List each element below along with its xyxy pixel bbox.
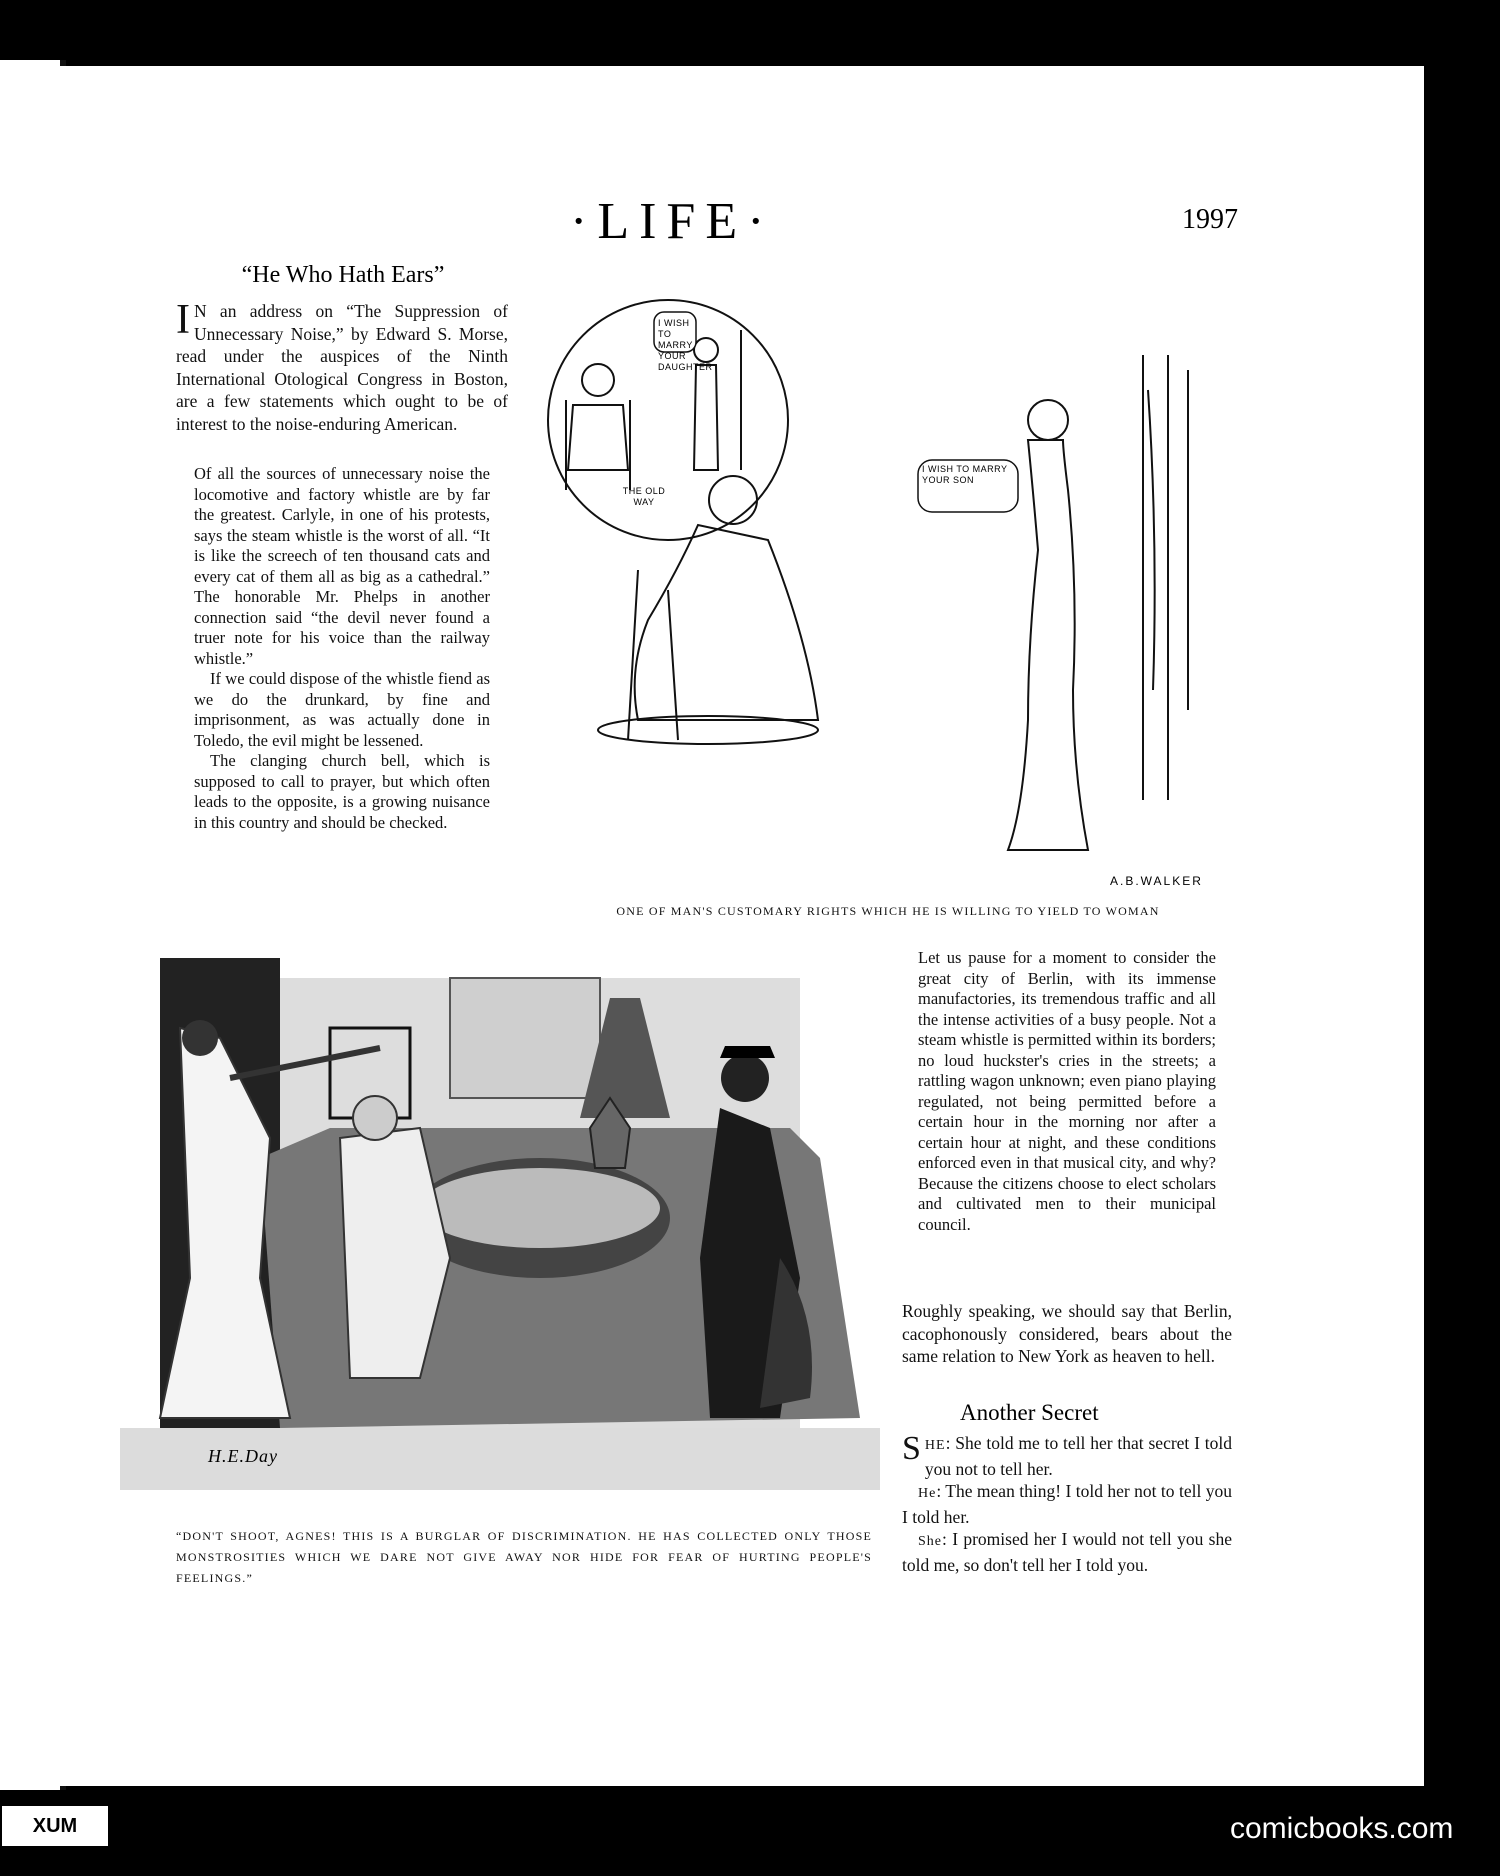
inset-label: THE OLD WAY (622, 486, 666, 507)
speaker-rest: HE (924, 1438, 946, 1453)
source-tag: XUM (2, 1806, 108, 1846)
cartoon-illustration (120, 958, 880, 1490)
artist-signature: A.B.WALKER (1110, 874, 1203, 888)
speaker-label: He (918, 1486, 937, 1501)
speech-bubble-inset: I WISH TO MARRY YOUR DAUGHTER (658, 318, 713, 372)
paragraph: Of all the sources of unnecessary noise the locomotive and factory whistle are by far the greatest. Carlyle, in one of his protests, says the steam whistle is the worst of all. “It is like the screech of ten thousand cats and every cat of them all as big as a cathedral.” The honorable Mr. Phelps in another connection said “the devil never found a truer note for his voice than the railway whistle.” (194, 464, 490, 668)
article-title: Another Secret (960, 1400, 1099, 1425)
article-title: “He Who Hath Ears” (241, 262, 445, 288)
paragraph: Let us pause for a moment to consider the great city of Berlin, with its immense manufactories, its tremendous traffic and all the intense activities of a busy people. Not a steam whistle is permitted within its borders; no loud huckster's cries in the streets; a rattling wagon unknown; even piano playing regulated, not being permitted before a certain hour in the morning nor after a certain hour at night, and these conditions enforced even in that musical city, and why? Because the citizens choose to elect scholars and cultivated men to their municipal council. (918, 948, 1216, 1234)
cartoon-illustration (528, 290, 1248, 890)
artist-signature: H.E.Day (208, 1446, 278, 1466)
dialogue-line: : The mean thing! I told her not to tell you I told her. (902, 1481, 1232, 1527)
article-intro (176, 297, 508, 435)
paragraph: Roughly speaking, we should say that Berlin, cacophonously considered, bears about the same relation to New York as heaven to hell. (902, 1301, 1232, 1366)
speech-bubble: I WISH TO MARRY YOUR SON (922, 464, 1008, 485)
watermark: comicbooks.com (1230, 1812, 1454, 1845)
intro-text: N an address on “The Suppression of Unnecessary Noise,” by Edward S. Morse, read under the auspices of the Ninth International Otological Congress in Boston, are a few statements which ought to be of interest to the noise-enduring American. (176, 301, 508, 434)
drop-cap: I (176, 297, 190, 343)
page-number: 1997 (1182, 204, 1238, 235)
dialogue-line: : She told me to tell her that secret I told you not to tell her. (924, 1433, 1232, 1479)
article-continuation (918, 948, 1216, 1235)
cartoon-caption: ONE OF MAN'S CUSTOMARY RIGHTS WHICH HE IS WILLING TO YIELD TO WOMAN (616, 904, 1160, 918)
paragraph: If we could dispose of the whistle fiend as we do the drunkard, by fine and imprisonment, as was actually done in Toledo, the evil might be lessened. (194, 669, 490, 750)
article-conclusion (902, 1300, 1232, 1368)
dialogue (902, 1432, 1232, 1576)
cartoon-caption: “DON'T SHOOT, AGNES! THIS IS A BURGLAR OF DISCRIMINATION. HE HAS COLLECTED ONLY THOSE MONSTROSITIES WHICH WE DARE NOT GIVE AWAY NOR HIDE FOR FEAR OF HURTING PEOPLE'S FEELINGS.” (176, 1529, 872, 1585)
masthead: ·LIFE· (570, 193, 775, 250)
speaker-label: She (918, 1534, 942, 1549)
dialogue-line: : I promised her I would not tell you she told me, so don't tell her I told you. (902, 1529, 1232, 1575)
paragraph: The clanging church bell, which is supposed to call to prayer, but which often leads to the opposite, is a growing nuisance in this country and should be checked. (194, 751, 490, 832)
article-column (194, 464, 490, 833)
previous-page-edge (0, 60, 66, 1790)
drop-cap: S (902, 1430, 921, 1467)
